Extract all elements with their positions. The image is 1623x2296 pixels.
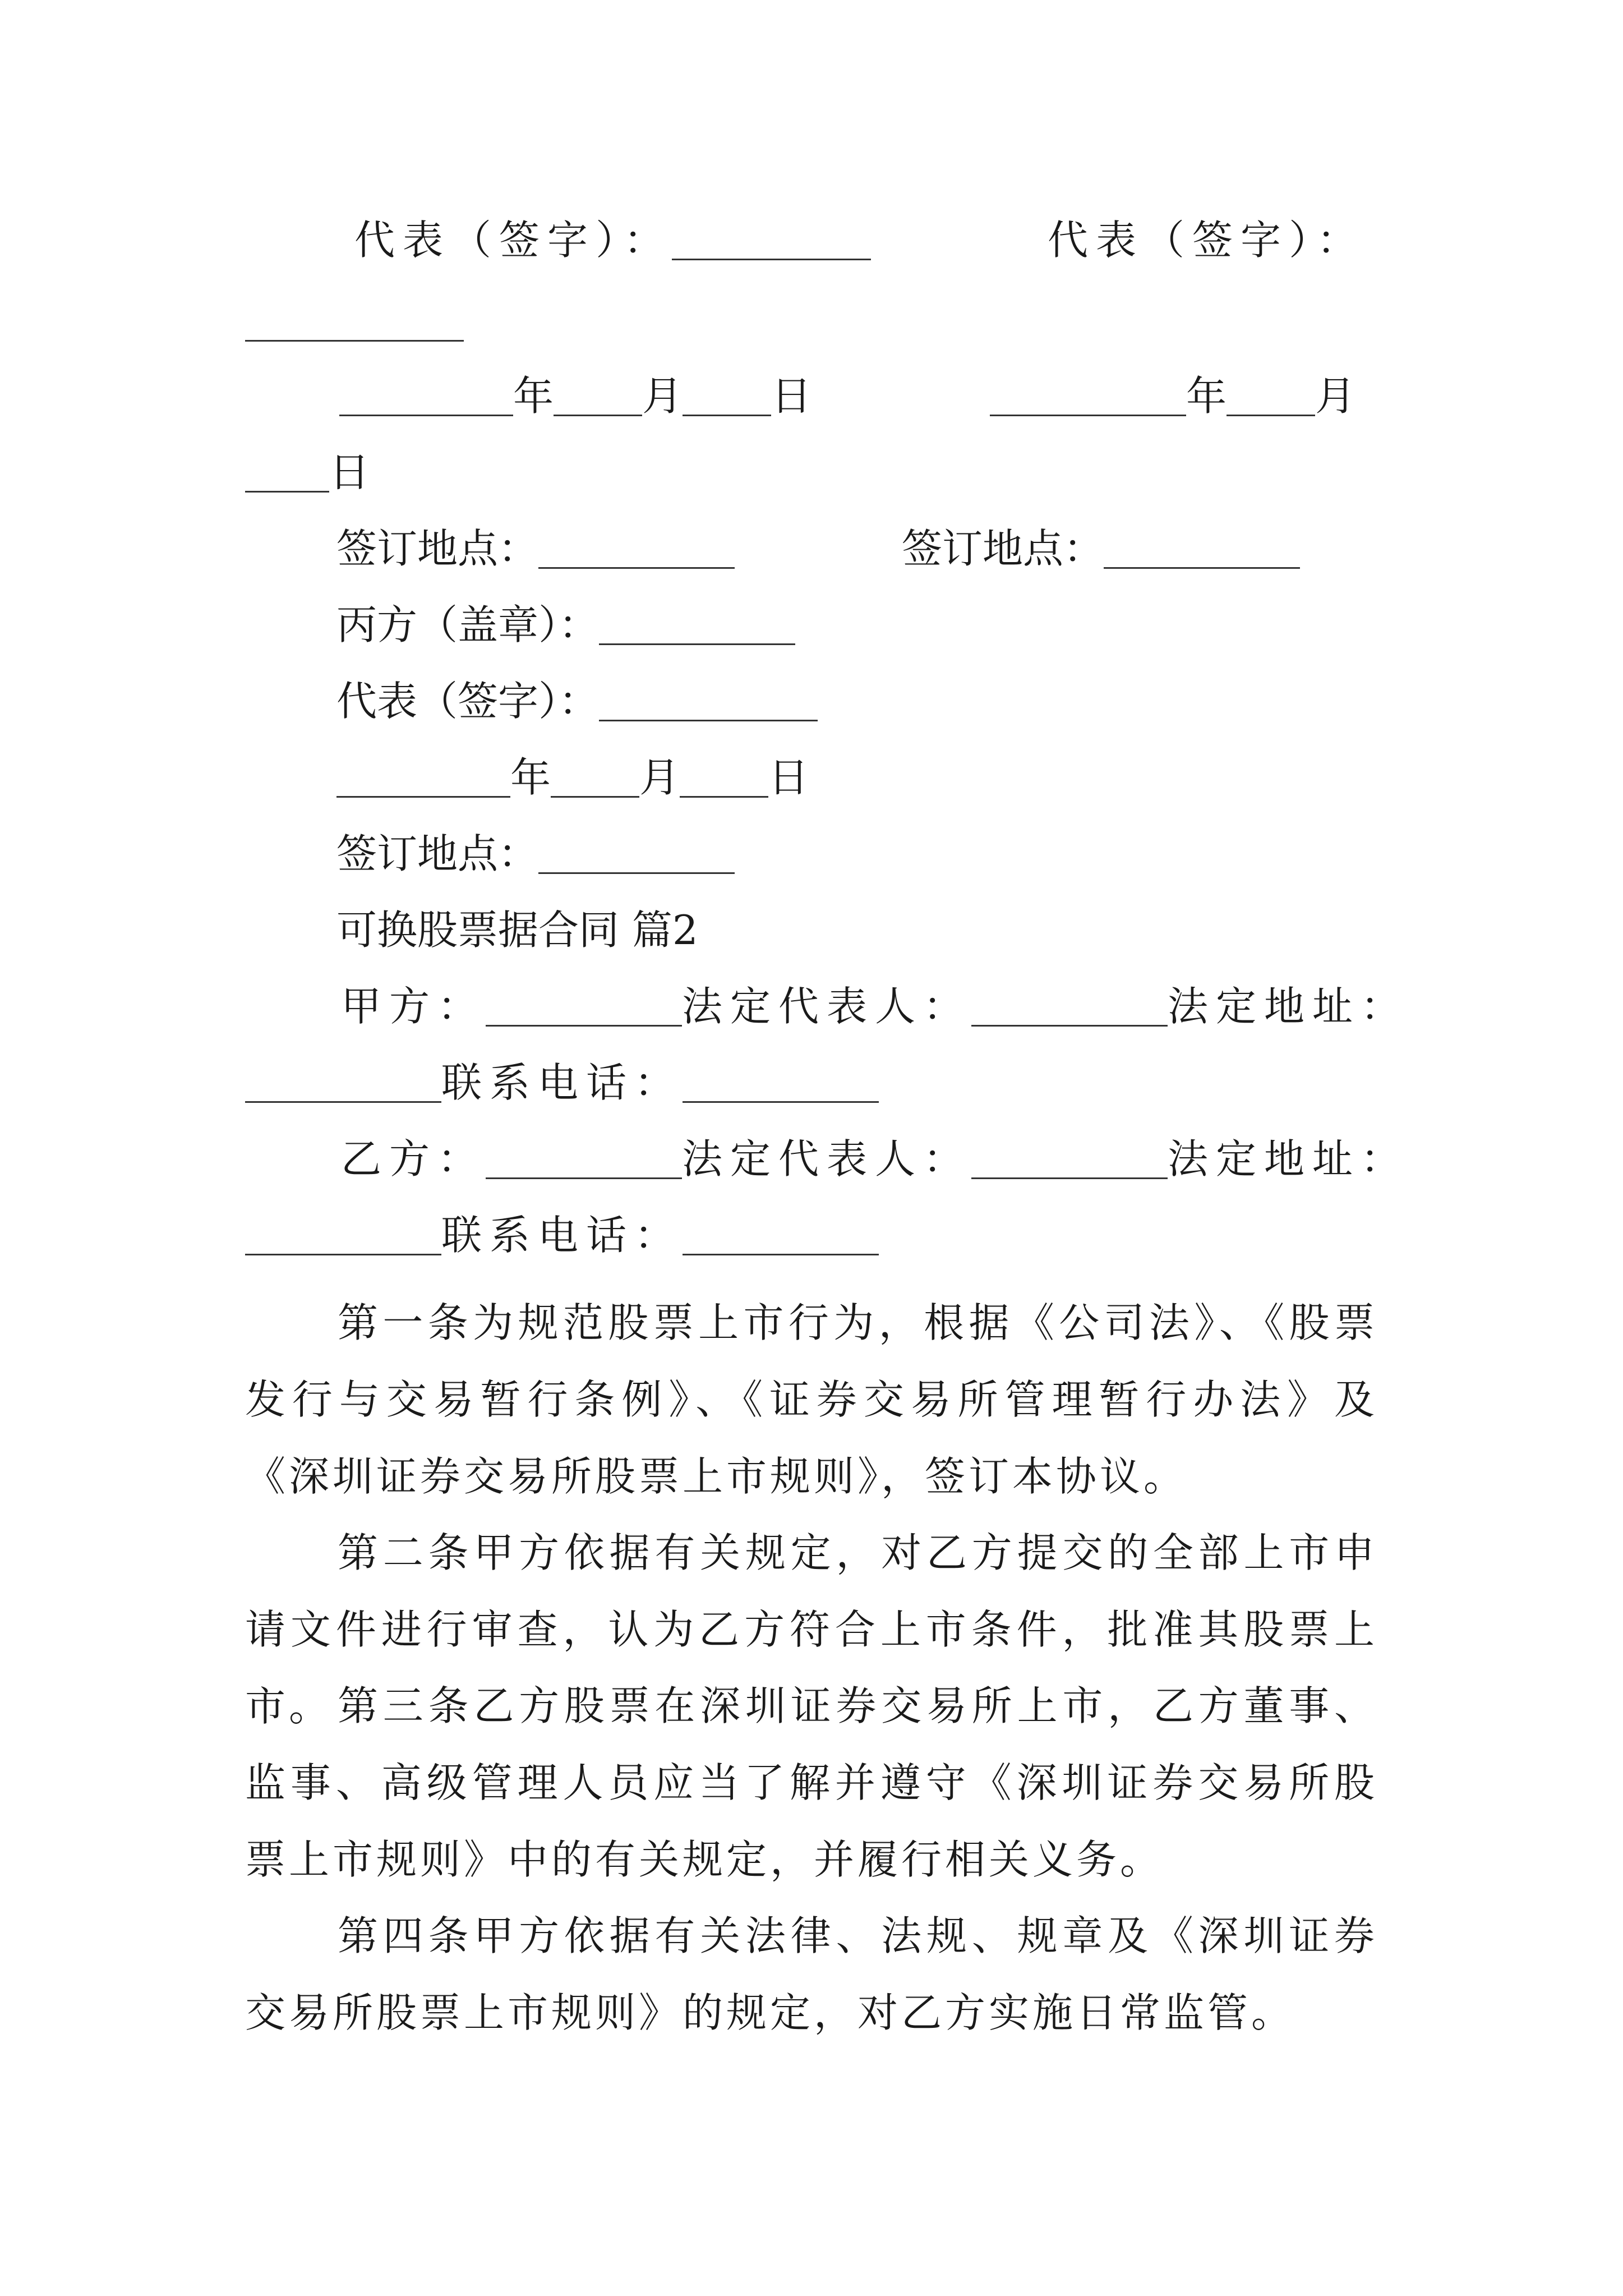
rep-sign-blank-right-row xyxy=(245,306,464,342)
party-a-phone-label: 联系电话： xyxy=(441,1059,683,1106)
party-a-blank[interactable] xyxy=(486,991,682,1027)
rep-sign-label-right: 代表（签字）： xyxy=(1048,217,1366,264)
party-c-seal-label: 丙方（盖章）： xyxy=(336,601,600,648)
party-a-phone-blank[interactable] xyxy=(683,1068,879,1103)
party-c-month-label: 月 xyxy=(639,754,680,801)
party-c-date-row xyxy=(336,754,809,801)
party-b-phone-label: 联系电话： xyxy=(441,1212,683,1259)
sign-place-blank-left[interactable] xyxy=(538,533,735,569)
date-row-1-right-cont xyxy=(245,449,370,496)
year-blank-right[interactable] xyxy=(990,381,1186,416)
party-c-month-blank[interactable] xyxy=(551,762,639,798)
sign-place-label-right: 签订地点： xyxy=(902,525,1104,572)
sign-place-label-left: 签订地点： xyxy=(336,525,539,572)
sign-place-row-left xyxy=(336,525,735,572)
rep-sign-blank-left[interactable] xyxy=(672,225,871,260)
sign-place-row-right xyxy=(902,525,1300,572)
party-a-phone-row xyxy=(245,1059,879,1106)
day-blank-left[interactable] xyxy=(683,381,771,416)
year-label-right: 年 xyxy=(1186,372,1227,420)
party-c-rep-row xyxy=(336,678,818,725)
year-blank-left[interactable] xyxy=(339,381,513,416)
party-c-rep-blank[interactable] xyxy=(599,686,818,721)
party-b-address-label: 法定地址： xyxy=(1168,1135,1409,1182)
party-b-row xyxy=(341,1135,1409,1182)
party-a-label: 甲方： xyxy=(341,983,486,1030)
party-b-address-blank[interactable] xyxy=(245,1220,441,1255)
party-b-legal-rep-blank[interactable] xyxy=(971,1144,1168,1179)
party-a-row xyxy=(341,983,1409,1030)
section-title-text: 可换股票据合同 篇2 xyxy=(336,907,698,954)
party-c-seal-row xyxy=(336,601,795,648)
date-row-1-left xyxy=(339,372,812,420)
rep-sign-row-1 xyxy=(354,217,871,264)
party-c-place-label: 签订地点： xyxy=(336,830,539,877)
party-b-legal-rep-label: 法定代表人： xyxy=(682,1135,972,1182)
day-label-left: 日 xyxy=(771,372,812,420)
article-2: 第二条甲方依据有关规定，对乙方提交的全部上市申请文件进行审查，认为乙方符合上市条件，批准其股票上市。 xyxy=(245,1529,1378,1730)
month-label-left: 月 xyxy=(642,372,683,420)
year-label-left: 年 xyxy=(513,372,554,420)
party-c-year-label: 年 xyxy=(510,754,551,801)
party-b-phone-row xyxy=(245,1212,879,1259)
section-title xyxy=(336,907,698,954)
party-c-rep-label: 代表（签字）： xyxy=(336,678,600,725)
party-a-legal-rep-label: 法定代表人： xyxy=(682,983,972,1030)
party-a-address-blank[interactable] xyxy=(245,1068,441,1103)
rep-sign-blank-right[interactable] xyxy=(245,306,464,342)
day-label-right: 日 xyxy=(329,449,370,496)
month-blank-right[interactable] xyxy=(1227,381,1315,416)
month-label-right: 月 xyxy=(1315,372,1356,420)
party-c-seal-blank[interactable] xyxy=(599,610,795,645)
party-c-place-row xyxy=(336,830,735,877)
sign-place-blank-right[interactable] xyxy=(1104,533,1300,569)
day-blank-right[interactable] xyxy=(245,457,329,493)
party-b-blank[interactable] xyxy=(486,1144,682,1179)
date-row-1-right xyxy=(990,372,1356,420)
article-4: 第四条甲方依据有关法律、法规、规章及《深圳证券交易所股票上市规则》的规定，对乙方实施日常监管。 xyxy=(245,1912,1378,2036)
rep-sign-row-1-right xyxy=(1048,217,1366,264)
article-1: 第一条为规范股票上市行为，根据《公司法》、《股票发行与交易暂行条例》、《证券交易所管理暂行办法》及《深圳证券交易所股票上市规则》，签订本协议。 xyxy=(245,1299,1378,1500)
party-a-address-label: 法定地址： xyxy=(1168,983,1409,1030)
month-blank-left[interactable] xyxy=(554,381,642,416)
party-a-legal-rep-blank[interactable] xyxy=(971,991,1168,1027)
party-c-day-label: 日 xyxy=(768,754,809,801)
party-c-place-blank[interactable] xyxy=(538,839,735,874)
party-c-year-blank[interactable] xyxy=(336,762,510,798)
party-b-label: 乙方： xyxy=(341,1135,486,1182)
article-3: 第三条乙方股票在深圳证券交易所上市，乙方董事、监事、高级管理人员应当了解并遵守《深圳证券交易所股票上市规则》中的有关规定，并履行相关义务。 xyxy=(245,1682,1378,1883)
party-c-day-blank[interactable] xyxy=(680,762,768,798)
rep-sign-label-left: 代表（签字）： xyxy=(354,217,672,264)
party-b-phone-blank[interactable] xyxy=(683,1220,879,1255)
